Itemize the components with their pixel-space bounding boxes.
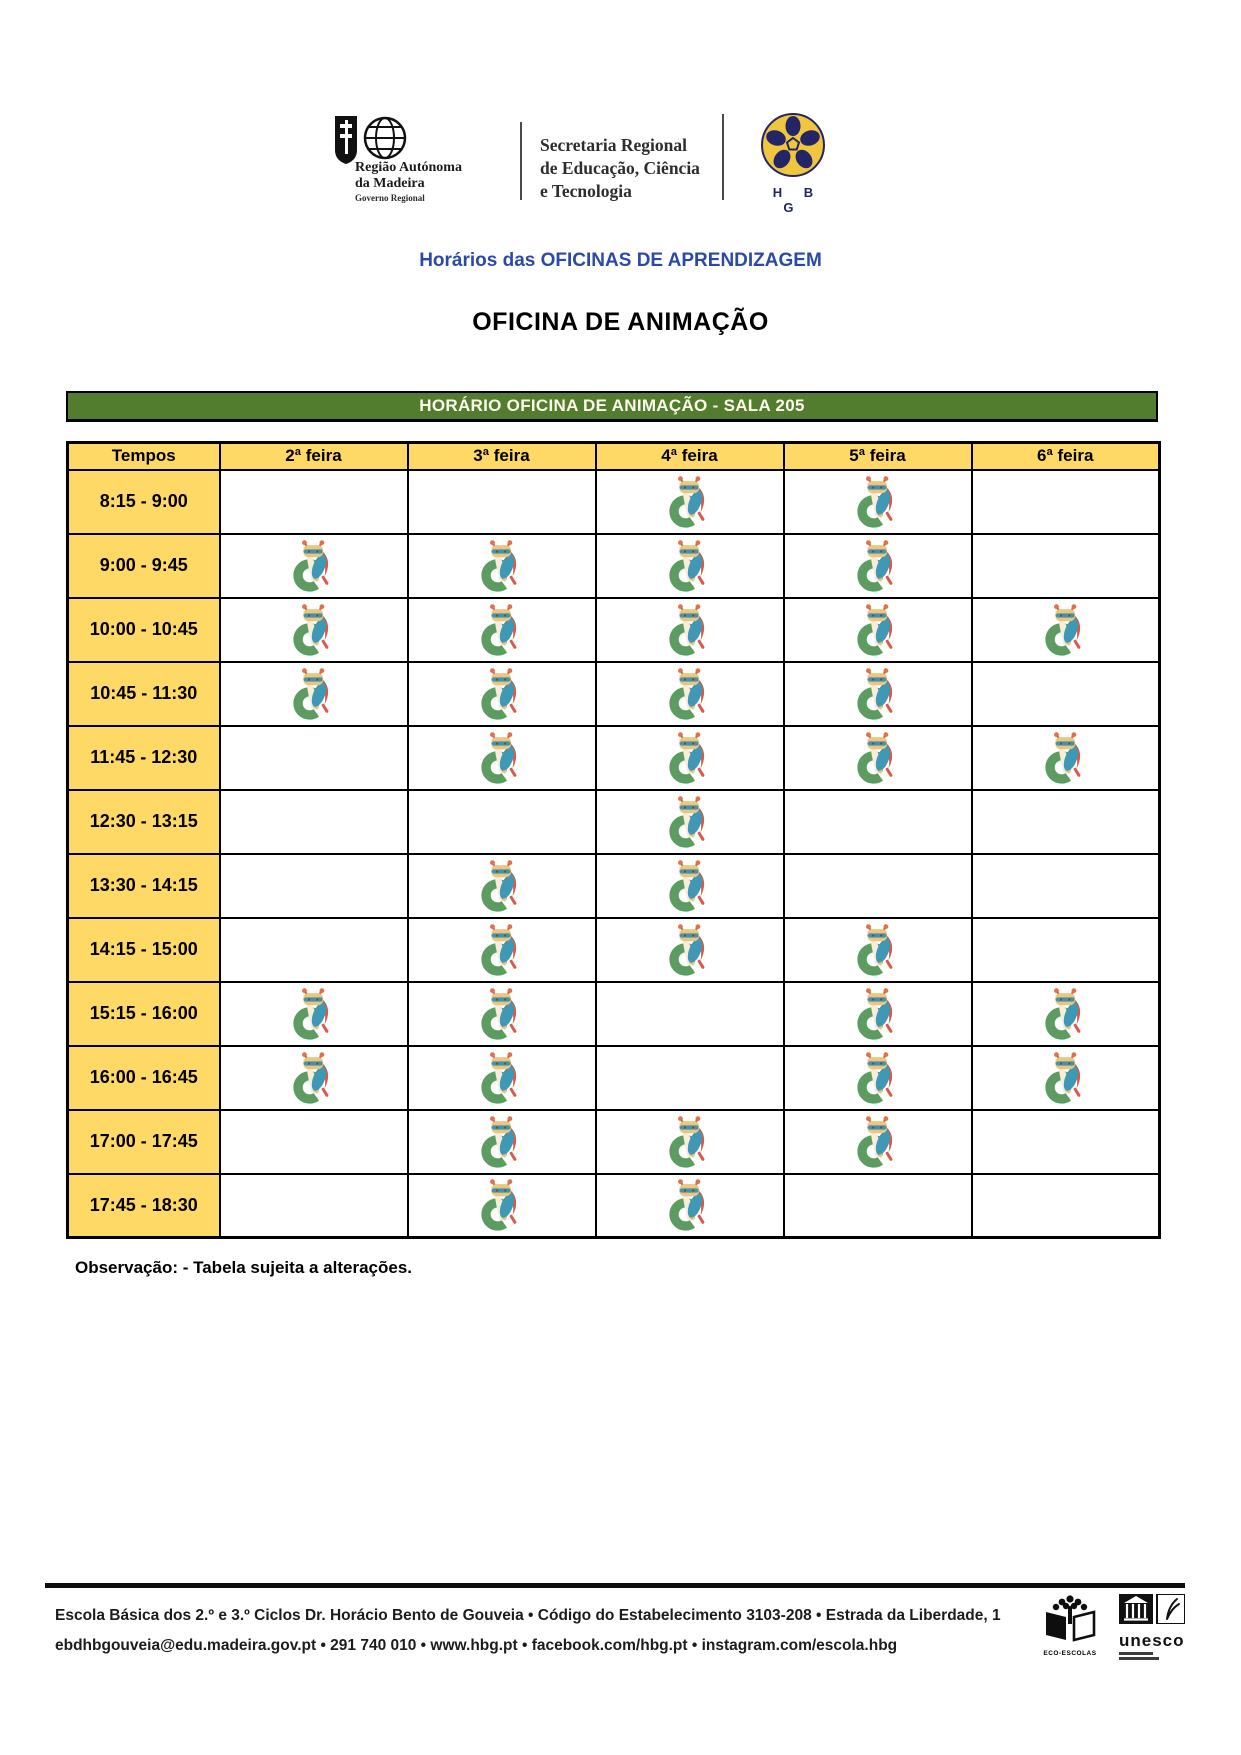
snail-mascot-icon (856, 732, 899, 786)
snail-mascot-icon (856, 668, 899, 722)
session-cell-occupied (596, 598, 784, 662)
snail-mascot-icon (480, 1179, 523, 1233)
session-cell-occupied (220, 982, 408, 1046)
snail-mascot-icon (1044, 988, 1087, 1042)
time-slot-label: 12:30 - 13:15 (68, 790, 220, 854)
schedule-table-wrap (66, 441, 1161, 1239)
session-cell-occupied (784, 918, 972, 982)
observation-note: Observação: - Tabela sujeita a alterações. (75, 1258, 413, 1277)
session-cell-occupied (596, 790, 784, 854)
table-row (68, 470, 1160, 534)
session-cell-empty (784, 1174, 972, 1238)
col-header-day: 4ª feira (596, 443, 784, 470)
session-cell-empty (972, 534, 1160, 598)
session-cell-occupied (220, 662, 408, 726)
unesco-icon (1119, 1594, 1185, 1624)
snail-mascot-icon (480, 988, 523, 1042)
snail-mascot-icon (668, 604, 711, 658)
snail-mascot-icon (856, 988, 899, 1042)
snail-mascot-icon (668, 796, 711, 850)
snail-mascot-icon (856, 604, 899, 658)
snail-mascot-icon (480, 860, 523, 914)
snail-mascot-icon (1044, 732, 1087, 786)
col-header-day: 6ª feira (972, 443, 1160, 470)
snail-mascot-icon (668, 476, 711, 530)
session-cell-occupied (596, 918, 784, 982)
snail-mascot-icon (480, 732, 523, 786)
session-cell-empty (972, 790, 1160, 854)
session-cell-occupied (972, 598, 1160, 662)
snail-mascot-icon (856, 476, 899, 530)
footer-logos (1035, 1594, 1197, 1662)
session-cell-occupied (784, 470, 972, 534)
col-header-day: 2ª feira (220, 443, 408, 470)
session-cell-empty (972, 470, 1160, 534)
unesco-logo (1119, 1594, 1197, 1662)
col-header-tempos: Tempos (68, 443, 220, 470)
table-row (68, 790, 1160, 854)
secretaria-line3: e Tecnologia (540, 181, 632, 202)
snail-mascot-icon (1044, 604, 1087, 658)
session-cell-occupied (408, 662, 596, 726)
hbg-letters-label: H B G (772, 185, 823, 215)
snail-mascot-icon (480, 1116, 523, 1170)
session-cell-occupied (408, 1110, 596, 1174)
session-cell-empty (784, 854, 972, 918)
session-cell-occupied (220, 1046, 408, 1110)
session-cell-empty (972, 918, 1160, 982)
table-row (68, 1174, 1160, 1238)
table-row (68, 918, 1160, 982)
madeira-line1: Região Autónoma (355, 160, 462, 175)
hbg-emblem-icon (760, 112, 826, 178)
eco-escolas-icon (1042, 1594, 1098, 1644)
session-cell-empty (972, 662, 1160, 726)
session-cell-occupied (784, 1110, 972, 1174)
workshop-title: OFICINA DE ANIMAÇÃO (472, 308, 769, 336)
time-slot-label: 17:45 - 18:30 (68, 1174, 220, 1238)
session-cell-occupied (408, 726, 596, 790)
time-slot-label: 10:45 - 11:30 (68, 662, 220, 726)
session-cell-occupied (972, 726, 1160, 790)
madeira-shield-globe-icon (333, 114, 425, 166)
footer-line2: ebdhbgouveia@edu.madeira.gov.pt • 291 740 010 • www.hbg.pt • facebook.com/hbg.pt • instagram.com/escola.hbg (55, 1637, 898, 1655)
session-cell-occupied (596, 662, 784, 726)
schedule-header-row (68, 443, 1160, 470)
session-cell-empty (220, 1174, 408, 1238)
session-cell-occupied (784, 726, 972, 790)
schedule-table (66, 441, 1161, 1239)
session-cell-occupied (784, 662, 972, 726)
session-cell-empty (972, 854, 1160, 918)
eco-escolas-label: ECO-ESCOLAS (1043, 1650, 1097, 1657)
session-cell-occupied (408, 1174, 596, 1238)
unesco-sublines (1119, 1652, 1197, 1660)
session-cell-empty (408, 790, 596, 854)
page-title: Horários das OFICINAS DE APRENDIZAGEM (419, 250, 822, 271)
snail-mascot-icon (668, 540, 711, 594)
session-cell-occupied (596, 726, 784, 790)
session-cell-occupied (408, 982, 596, 1046)
session-cell-occupied (220, 598, 408, 662)
time-slot-label: 8:15 - 9:00 (68, 470, 220, 534)
snail-mascot-icon (668, 1116, 711, 1170)
session-cell-occupied (784, 982, 972, 1046)
snail-mascot-icon (856, 1052, 899, 1106)
footer-rule (45, 1583, 1185, 1588)
session-cell-occupied (784, 534, 972, 598)
session-cell-occupied (408, 598, 596, 662)
session-cell-occupied (784, 1046, 972, 1110)
snail-mascot-icon (480, 604, 523, 658)
time-slot-label: 9:00 - 9:45 (68, 534, 220, 598)
unesco-wordmark: unesco (1119, 1631, 1185, 1650)
session-cell-empty (784, 790, 972, 854)
snail-mascot-icon (668, 732, 711, 786)
table-row (68, 854, 1160, 918)
snail-mascot-icon (480, 668, 523, 722)
session-cell-empty (220, 1110, 408, 1174)
session-cell-occupied (408, 854, 596, 918)
time-slot-label: 17:00 - 17:45 (68, 1110, 220, 1174)
table-row (68, 1110, 1160, 1174)
secretaria-line2: de Educação, Ciência (540, 158, 700, 179)
snail-mascot-icon (856, 1116, 899, 1170)
time-slot-label: 14:15 - 15:00 (68, 918, 220, 982)
snail-mascot-icon (292, 1052, 335, 1106)
session-cell-occupied (596, 854, 784, 918)
snail-mascot-icon (856, 924, 899, 978)
session-cell-occupied (408, 1046, 596, 1110)
session-cell-empty (972, 1110, 1160, 1174)
session-cell-empty (220, 726, 408, 790)
snail-mascot-icon (668, 860, 711, 914)
snail-mascot-icon (480, 924, 523, 978)
session-cell-empty (596, 982, 784, 1046)
snail-mascot-icon (856, 540, 899, 594)
schedule-body (68, 470, 1160, 1238)
session-cell-occupied (596, 1110, 784, 1174)
session-cell-occupied (784, 598, 972, 662)
session-cell-occupied (596, 1174, 784, 1238)
snail-mascot-icon (480, 540, 523, 594)
snail-mascot-icon (1044, 1052, 1087, 1106)
snail-mascot-icon (668, 1179, 711, 1233)
footer-line1: Escola Básica dos 2.º e 3.º Ciclos Dr. Horácio Bento de Gouveia • Código do Estabelecimento 3103-208 • Estrada da Liberdade, 1 (55, 1607, 1001, 1624)
header-logo-strip (325, 112, 834, 215)
table-row (68, 1046, 1160, 1110)
session-cell-occupied (220, 534, 408, 598)
time-slot-label: 15:15 - 16:00 (68, 982, 220, 1046)
snail-mascot-icon (292, 604, 335, 658)
table-row (68, 982, 1160, 1046)
time-slot-label: 10:00 - 10:45 (68, 598, 220, 662)
table-row (68, 598, 1160, 662)
madeira-logo-text (355, 160, 462, 203)
madeira-line2: da Madeira (355, 176, 425, 192)
secretaria-regional-text (522, 112, 722, 203)
time-slot-label: 16:00 - 16:45 (68, 1046, 220, 1110)
snail-mascot-icon (480, 1052, 523, 1106)
col-header-day: 3ª feira (408, 443, 596, 470)
session-cell-empty (220, 918, 408, 982)
snail-mascot-icon (668, 668, 711, 722)
session-cell-empty (220, 790, 408, 854)
session-cell-occupied (408, 918, 596, 982)
secretaria-line1: Secretaria Regional (540, 135, 687, 155)
session-cell-empty (220, 470, 408, 534)
session-cell-occupied (972, 1046, 1160, 1110)
snail-mascot-icon (668, 924, 711, 978)
snail-mascot-icon (292, 540, 335, 594)
madeira-government-logo (325, 112, 520, 207)
time-slot-label: 11:45 - 12:30 (68, 726, 220, 790)
session-cell-occupied (596, 534, 784, 598)
session-cell-occupied (596, 470, 784, 534)
hbg-school-logo (724, 112, 834, 215)
table-row (68, 534, 1160, 598)
snail-mascot-icon (292, 988, 335, 1042)
table-row (68, 662, 1160, 726)
session-cell-empty (408, 470, 596, 534)
session-cell-empty (972, 1174, 1160, 1238)
schedule-banner: HORÁRIO OFICINA DE ANIMAÇÃO - SALA 205 (66, 391, 1158, 422)
time-slot-label: 13:30 - 14:15 (68, 854, 220, 918)
col-header-day: 5ª feira (784, 443, 972, 470)
session-cell-occupied (972, 982, 1160, 1046)
session-cell-empty (220, 854, 408, 918)
madeira-line3: Governo Regional (355, 193, 425, 204)
eco-escolas-logo (1035, 1594, 1105, 1657)
session-cell-empty (596, 1046, 784, 1110)
footer-contact-text (55, 1601, 1005, 1661)
table-row (68, 726, 1160, 790)
session-cell-occupied (408, 534, 596, 598)
snail-mascot-icon (292, 668, 335, 722)
